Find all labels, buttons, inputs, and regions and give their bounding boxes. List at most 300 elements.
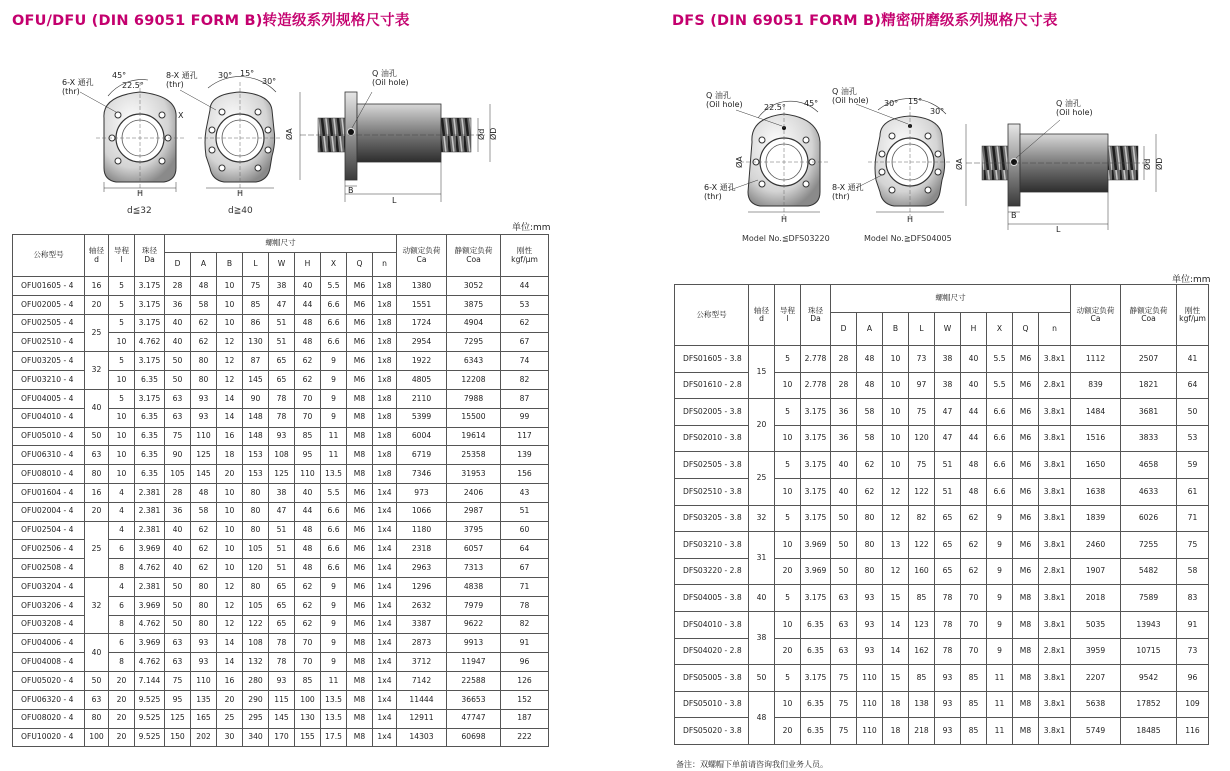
table-cell: 1551 — [397, 295, 447, 314]
left-unit-label: 单位:mm — [512, 223, 551, 233]
cell-model: OFU05020 - 4 — [13, 672, 85, 691]
table-cell: 80 — [243, 483, 269, 502]
table-cell: 62 — [295, 352, 321, 371]
cell-model: OFU08020 - 4 — [13, 709, 85, 728]
dfs-b-label: B — [1011, 211, 1017, 220]
table-cell: M8 — [347, 690, 373, 709]
cell-model: OFU01604 - 4 — [13, 483, 85, 502]
table-cell: 15500 — [447, 408, 501, 427]
table-cell: 17852 — [1121, 691, 1177, 718]
table-cell: 10 — [217, 502, 243, 521]
table-cell: M6 — [1013, 532, 1039, 559]
table-cell: 6.35 — [135, 371, 165, 390]
table-cell: 152 — [501, 690, 549, 709]
table-cell: 3.8x1 — [1039, 691, 1071, 718]
cell-shaft-diameter: 48 — [749, 691, 775, 744]
table-cell: M6 — [1013, 372, 1039, 399]
cell-model: OFU08010 - 4 — [13, 465, 85, 484]
cell-shaft-diameter: 32 — [85, 352, 109, 390]
table-cell: 1x8 — [373, 389, 397, 408]
table-cell: 3.969 — [801, 558, 831, 585]
table-cell: 10715 — [1121, 638, 1177, 665]
table-cell: 36 — [165, 295, 191, 314]
table-row — [13, 709, 549, 728]
table-cell: 5 — [775, 399, 801, 426]
table-cell: 3.969 — [135, 634, 165, 653]
table-row — [13, 465, 549, 484]
table-cell: 1x8 — [373, 333, 397, 352]
table-cell: 28 — [165, 483, 191, 502]
table-cell: 3.175 — [801, 425, 831, 452]
header-col-q: Q — [347, 253, 373, 277]
table-cell: 71 — [1177, 505, 1209, 532]
table-cell: 9.525 — [135, 709, 165, 728]
dfs-header-dynamic-load: 动额定负荷 Ca — [1071, 285, 1121, 346]
table-cell: 85 — [909, 585, 935, 612]
table-cell: 10 — [217, 295, 243, 314]
dfs-nut-side-view — [966, 120, 1156, 230]
table-cell: 20 — [217, 690, 243, 709]
table-cell: 135 — [191, 690, 217, 709]
table-cell: 2.381 — [135, 483, 165, 502]
table-cell: 53 — [501, 295, 549, 314]
header-col-l: L — [243, 253, 269, 277]
table-cell: 6 — [109, 634, 135, 653]
dfs-angle-15: 15° — [908, 97, 923, 106]
table-row — [13, 352, 549, 371]
table-cell: 130 — [243, 333, 269, 352]
table-cell: 5 — [109, 352, 135, 371]
table-cell: 6.6 — [987, 425, 1013, 452]
table-cell: 3.8x1 — [1039, 665, 1071, 692]
table-cell: 2318 — [397, 540, 447, 559]
table-cell: 6.35 — [801, 718, 831, 745]
table-cell: 3712 — [397, 653, 447, 672]
table-cell: 125 — [269, 465, 295, 484]
table-cell: 93 — [935, 691, 961, 718]
table-cell: 1907 — [1071, 558, 1121, 585]
table-cell: 13.5 — [321, 709, 347, 728]
table-cell: 3875 — [447, 295, 501, 314]
table-cell: 93 — [857, 585, 883, 612]
table-cell: 5.5 — [987, 346, 1013, 373]
table-cell: 75 — [909, 452, 935, 479]
table-cell: M6 — [347, 540, 373, 559]
table-cell: 91 — [1177, 611, 1209, 638]
cell-shaft-diameter: 40 — [749, 585, 775, 612]
table-cell: 3.8x1 — [1039, 611, 1071, 638]
table-cell: 2.8x1 — [1039, 372, 1071, 399]
table-cell: 11 — [987, 665, 1013, 692]
table-cell: 11 — [987, 718, 1013, 745]
table-cell: 85 — [243, 295, 269, 314]
table-cell: 61 — [1177, 478, 1209, 505]
table-cell: M6 — [347, 596, 373, 615]
table-cell: 93 — [935, 665, 961, 692]
table-cell: 5 — [109, 314, 135, 333]
table-cell: 90 — [165, 446, 191, 465]
table-row — [13, 483, 549, 502]
table-cell: 48 — [295, 333, 321, 352]
cell-shaft-diameter: 63 — [85, 690, 109, 709]
table-cell: 80 — [243, 578, 269, 597]
table-cell: M8 — [347, 653, 373, 672]
header-model: 公称型号 — [13, 235, 85, 277]
table-cell: 3.175 — [801, 399, 831, 426]
header-col-x: X — [321, 253, 347, 277]
table-cell: 116 — [1177, 718, 1209, 745]
table-cell: 82 — [909, 505, 935, 532]
table-cell: 110 — [191, 427, 217, 446]
table-cell: 40 — [961, 346, 987, 373]
table-cell: 14 — [217, 408, 243, 427]
table-cell: 9 — [987, 585, 1013, 612]
dfs-header-lead: 导程 l — [775, 285, 801, 346]
table-cell: 110 — [191, 672, 217, 691]
dfs-header-static-load: 静额定负荷 Coa — [1121, 285, 1177, 346]
table-cell: 6026 — [1121, 505, 1177, 532]
table-cell: 153 — [243, 446, 269, 465]
table-cell: 78 — [501, 596, 549, 615]
table-cell: 30 — [217, 728, 243, 747]
cell-model: OFU03204 - 4 — [13, 578, 85, 597]
table-cell: 2207 — [1071, 665, 1121, 692]
table-cell: 28 — [831, 346, 857, 373]
table-cell: 25358 — [447, 446, 501, 465]
table-cell: 20 — [775, 718, 801, 745]
table-cell: 63 — [165, 634, 191, 653]
table-cell: 9 — [987, 638, 1013, 665]
table-cell: 20 — [109, 728, 135, 747]
table-cell: M8 — [347, 465, 373, 484]
table-cell: 48 — [295, 521, 321, 540]
table-cell: 3.969 — [135, 540, 165, 559]
table-cell: 16 — [217, 427, 243, 446]
cell-shaft-diameter: 40 — [85, 389, 109, 427]
table-cell: 1x4 — [373, 578, 397, 597]
table-cell: 40 — [831, 478, 857, 505]
table-cell: 130 — [295, 709, 321, 728]
cell-shaft-diameter: 20 — [749, 399, 775, 452]
table-cell: 6.35 — [801, 611, 831, 638]
dia-a-label: ØA — [285, 128, 294, 140]
table-cell: 47 — [269, 295, 295, 314]
table-cell: 105 — [243, 596, 269, 615]
table-cell: 2.8x1 — [1039, 558, 1071, 585]
table-cell: 1x4 — [373, 596, 397, 615]
table-cell: 4.762 — [135, 333, 165, 352]
table-cell: 1x4 — [373, 502, 397, 521]
table-cell: 13.5 — [321, 465, 347, 484]
table-cell: 6.6 — [987, 399, 1013, 426]
table-cell: 2406 — [447, 483, 501, 502]
table-cell: M6 — [347, 483, 373, 502]
table-cell: 6.6 — [321, 559, 347, 578]
table-cell: 1516 — [1071, 425, 1121, 452]
table-cell: 14 — [217, 389, 243, 408]
table-cell: 1x8 — [373, 352, 397, 371]
table-cell: 145 — [191, 465, 217, 484]
table-cell: 120 — [243, 559, 269, 578]
table-cell: 96 — [501, 653, 549, 672]
table-cell: 1x8 — [373, 427, 397, 446]
dfs-header-col-h: H — [961, 313, 987, 346]
table-cell: 6343 — [447, 352, 501, 371]
cell-model: DFS02005 - 3.8 — [675, 399, 749, 426]
table-cell: 122 — [909, 532, 935, 559]
table-cell: 7589 — [1121, 585, 1177, 612]
table-cell: 12 — [217, 596, 243, 615]
table-cell: 145 — [269, 709, 295, 728]
dfs-header-col-l: L — [909, 313, 935, 346]
table-cell: 10 — [775, 478, 801, 505]
table-cell: 1922 — [397, 352, 447, 371]
table-cell: 2954 — [397, 333, 447, 352]
table-cell: 2987 — [447, 502, 501, 521]
caption-d-le-32: d≦32 — [127, 206, 152, 216]
cell-model: OFU02508 - 4 — [13, 559, 85, 578]
table-cell: 3.8x1 — [1039, 585, 1071, 612]
table-cell: 62 — [191, 559, 217, 578]
table-cell: 6.6 — [321, 333, 347, 352]
l-label: L — [392, 196, 397, 205]
cell-model: DFS01610 - 2.8 — [675, 372, 749, 399]
table-cell: 48 — [295, 559, 321, 578]
table-cell: 3.175 — [135, 277, 165, 296]
table-cell: 65 — [269, 596, 295, 615]
dfs-header-col-n: n — [1039, 313, 1071, 346]
table-cell: 75 — [165, 672, 191, 691]
cell-shaft-diameter: 38 — [749, 611, 775, 664]
dfs-oil-hole-note-3: Q 油孔(Oil hole) — [1056, 99, 1093, 117]
table-cell: 2507 — [1121, 346, 1177, 373]
table-cell: 40 — [165, 521, 191, 540]
table-cell: 20 — [109, 690, 135, 709]
table-cell: 80 — [857, 505, 883, 532]
table-cell: 6719 — [397, 446, 447, 465]
table-cell: 62 — [295, 596, 321, 615]
table-cell: 78 — [935, 585, 961, 612]
table-cell: 10 — [775, 372, 801, 399]
table-cell: 87 — [501, 389, 549, 408]
table-cell: M8 — [1013, 611, 1039, 638]
table-cell: M6 — [347, 559, 373, 578]
cell-model: DFS03220 - 2.8 — [675, 558, 749, 585]
table-row — [13, 728, 549, 747]
table-cell: 3052 — [447, 277, 501, 296]
table-cell: 1180 — [397, 521, 447, 540]
table-cell: 2110 — [397, 389, 447, 408]
table-cell: 70 — [961, 611, 987, 638]
table-cell: 7979 — [447, 596, 501, 615]
dfs-angle-30-b: 30° — [930, 107, 945, 116]
table-cell: 1x8 — [373, 314, 397, 333]
table-cell: 20 — [775, 638, 801, 665]
table-cell: 15 — [883, 585, 909, 612]
table-cell: 36 — [831, 399, 857, 426]
table-cell: 51 — [269, 559, 295, 578]
dfs-header-col-d: D — [831, 313, 857, 346]
table-cell: 5 — [775, 505, 801, 532]
table-cell: 65 — [269, 371, 295, 390]
table-cell: 6.6 — [987, 478, 1013, 505]
table-row — [675, 505, 1209, 532]
table-cell: 9 — [321, 653, 347, 672]
cell-shaft-diameter: 50 — [85, 672, 109, 691]
table-cell: 1x4 — [373, 483, 397, 502]
caption-model-ge-dfs04005: Model No.≧DFS04005 — [864, 234, 952, 243]
table-cell: 78 — [269, 408, 295, 427]
table-cell: 10 — [883, 452, 909, 479]
table-cell: 153 — [243, 465, 269, 484]
ofu-spec-table — [12, 234, 549, 747]
dfs-header-col-w: W — [935, 313, 961, 346]
table-cell: 105 — [243, 540, 269, 559]
table-cell: 53 — [1177, 425, 1209, 452]
table-row — [675, 532, 1209, 559]
table-row — [675, 665, 1209, 692]
table-cell: 3959 — [1071, 638, 1121, 665]
table-cell: 31953 — [447, 465, 501, 484]
table-cell: 1x4 — [373, 521, 397, 540]
table-cell: 40 — [165, 559, 191, 578]
table-cell: 148 — [243, 408, 269, 427]
cell-shaft-diameter: 50 — [749, 665, 775, 692]
table-cell: 4658 — [1121, 452, 1177, 479]
table-cell: 12911 — [397, 709, 447, 728]
table-cell: 5 — [775, 665, 801, 692]
table-cell: 47 — [269, 502, 295, 521]
table-cell: 1x8 — [373, 371, 397, 390]
header-col-a: A — [191, 253, 217, 277]
table-cell: 115 — [269, 690, 295, 709]
table-cell: 70 — [961, 585, 987, 612]
table-cell: 2.381 — [135, 521, 165, 540]
table-cell: 9 — [321, 634, 347, 653]
cell-shaft-diameter: 80 — [85, 709, 109, 728]
table-cell: 105 — [165, 465, 191, 484]
table-cell: 17.5 — [321, 728, 347, 747]
table-row — [675, 452, 1209, 479]
table-cell: 67 — [501, 333, 549, 352]
table-cell: 5749 — [1071, 718, 1121, 745]
table-cell: 1839 — [1071, 505, 1121, 532]
table-cell: M6 — [347, 352, 373, 371]
table-cell: 6.35 — [135, 427, 165, 446]
left-page-title: OFU/DFU (DIN 69051 FORM B)转造级系列规格尺寸表 — [12, 13, 410, 29]
table-cell: 85 — [909, 665, 935, 692]
table-cell: 6004 — [397, 427, 447, 446]
table-cell: 22588 — [447, 672, 501, 691]
table-cell: 9 — [321, 408, 347, 427]
table-row — [13, 295, 549, 314]
table-cell: 290 — [243, 690, 269, 709]
table-cell: 109 — [1177, 691, 1209, 718]
table-cell: 44 — [961, 399, 987, 426]
table-cell: 2018 — [1071, 585, 1121, 612]
table-cell: 40 — [295, 277, 321, 296]
table-cell: 187 — [501, 709, 549, 728]
table-cell: 80 — [857, 532, 883, 559]
table-cell: 70 — [295, 408, 321, 427]
angle-30-label-a: 30° — [218, 71, 233, 80]
table-cell: 139 — [501, 446, 549, 465]
table-cell: 9 — [321, 615, 347, 634]
table-cell: 10 — [217, 540, 243, 559]
cell-model: DFS04020 - 2.8 — [675, 638, 749, 665]
table-cell: M8 — [347, 408, 373, 427]
cell-shaft-diameter: 16 — [85, 277, 109, 296]
table-cell: M8 — [1013, 585, 1039, 612]
right-page-title: DFS (DIN 69051 FORM B)精密研磨级系列规格尺寸表 — [672, 13, 1058, 29]
table-cell: 47747 — [447, 709, 501, 728]
table-cell: M6 — [1013, 558, 1039, 585]
table-cell: 10 — [109, 446, 135, 465]
cell-model: DFS02510 - 3.8 — [675, 478, 749, 505]
table-cell: 1x4 — [373, 728, 397, 747]
table-cell: 38 — [269, 483, 295, 502]
table-cell: 50 — [165, 371, 191, 390]
table-cell: 10 — [109, 408, 135, 427]
table-cell: 3.175 — [801, 478, 831, 505]
table-cell: 67 — [501, 559, 549, 578]
table-cell: 51 — [935, 452, 961, 479]
table-cell: 40 — [165, 314, 191, 333]
table-cell: 3.8x1 — [1039, 478, 1071, 505]
table-cell: 7255 — [1121, 532, 1177, 559]
cell-model: OFU06320 - 4 — [13, 690, 85, 709]
table-cell: 73 — [1177, 638, 1209, 665]
table-cell: 126 — [501, 672, 549, 691]
table-cell: 12 — [217, 352, 243, 371]
table-cell: 60698 — [447, 728, 501, 747]
table-cell: 96 — [1177, 665, 1209, 692]
table-cell: 40 — [961, 372, 987, 399]
table-cell: 58 — [857, 425, 883, 452]
table-cell: 150 — [165, 728, 191, 747]
table-cell: 48 — [961, 452, 987, 479]
table-cell: M6 — [347, 333, 373, 352]
table-cell: 7988 — [447, 389, 501, 408]
table-cell: 51 — [269, 521, 295, 540]
table-cell: 973 — [397, 483, 447, 502]
dfs-header-col-q: Q — [1013, 313, 1039, 346]
table-cell: 75 — [1177, 532, 1209, 559]
table-cell: 9 — [987, 611, 1013, 638]
table-cell: 40 — [295, 483, 321, 502]
dfs-dia-d-small-label: Ød — [1143, 158, 1152, 170]
table-cell: 11 — [321, 446, 347, 465]
table-cell: 44 — [295, 502, 321, 521]
table-cell: 12 — [217, 371, 243, 390]
dfs-header-model: 公称型号 — [675, 285, 749, 346]
table-cell: 2632 — [397, 596, 447, 615]
table-cell: 1821 — [1121, 372, 1177, 399]
table-cell: 93 — [857, 638, 883, 665]
table-cell: 295 — [243, 709, 269, 728]
table-cell: 11947 — [447, 653, 501, 672]
table-cell: 145 — [243, 371, 269, 390]
table-cell: 78 — [269, 389, 295, 408]
table-cell: 132 — [243, 653, 269, 672]
table-cell: 10 — [883, 399, 909, 426]
header-dynamic-load: 动额定负荷 Ca — [397, 235, 447, 277]
table-cell: 5.5 — [321, 277, 347, 296]
table-cell: 11 — [321, 427, 347, 446]
table-cell: 165 — [191, 709, 217, 728]
table-cell: 340 — [243, 728, 269, 747]
table-cell: 28 — [831, 372, 857, 399]
